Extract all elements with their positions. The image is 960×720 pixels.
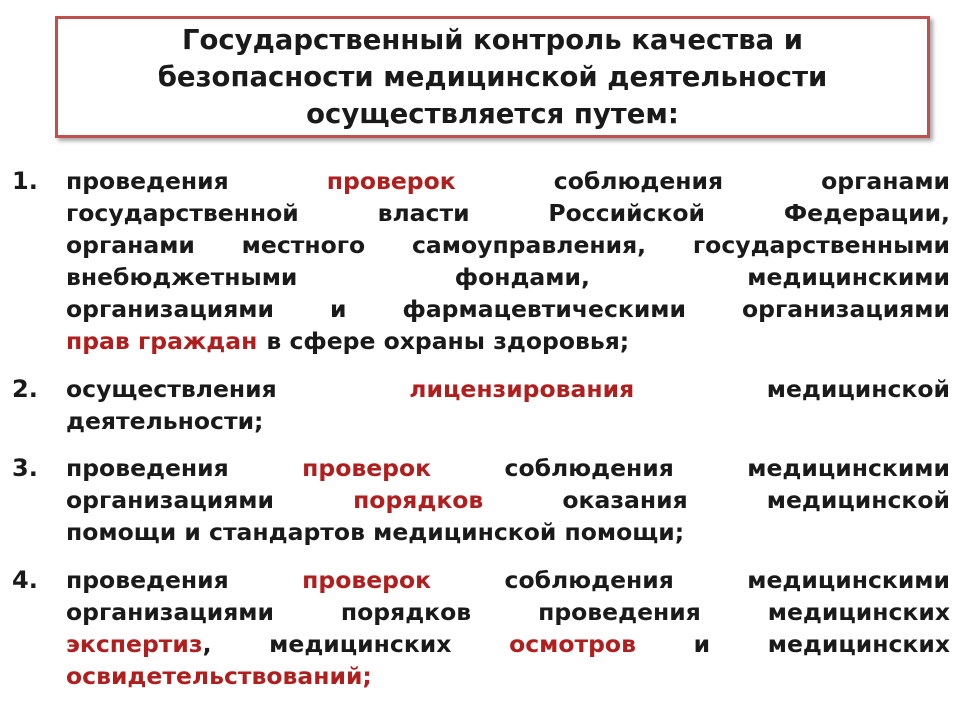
- text-word: организациями: [66, 295, 274, 323]
- text-word: государственными: [692, 231, 950, 259]
- text-word: органами: [821, 167, 950, 195]
- list-item-line: [66, 165, 950, 197]
- list-item-1: [12, 165, 950, 357]
- list-item-line: [66, 293, 950, 325]
- text-word: местного: [241, 231, 366, 259]
- list-item-line: [66, 197, 950, 229]
- highlighted-word: прав граждан: [66, 327, 258, 355]
- text-word: медицинской: [766, 375, 950, 403]
- text-word: Российской: [548, 199, 706, 227]
- text-word: медицинскими: [747, 566, 950, 594]
- list-item-line: [66, 261, 950, 293]
- list-item-line: [66, 325, 950, 357]
- list-item-4: [12, 564, 950, 692]
- title-box: [55, 16, 930, 138]
- text-word: организациями: [66, 486, 274, 514]
- highlighted-word: проверок: [326, 167, 456, 195]
- text-word: медицинских: [767, 630, 950, 658]
- text-word: помощи и стандартов медицинской помощи;: [66, 518, 685, 546]
- text-word: фондами,: [454, 263, 590, 291]
- list-item-number: 1.: [12, 167, 38, 195]
- text-word: осуществления: [66, 375, 277, 403]
- highlighted-word: лицензирования: [409, 375, 635, 403]
- text-word: медицинской: [766, 486, 950, 514]
- text-word: медицинских: [269, 630, 452, 658]
- highlighted-word: порядков: [353, 486, 484, 514]
- text-word: и: [693, 630, 711, 658]
- title-line-1: Государственный контроль качества и: [181, 23, 804, 56]
- highlighted-word: освидетельствований;: [66, 662, 372, 690]
- text-word: порядков: [340, 598, 472, 626]
- comma: ,: [202, 630, 212, 658]
- text-word: Федерации,: [783, 199, 950, 227]
- text-word: проведения: [538, 598, 701, 626]
- text-word: деятельности;: [66, 407, 264, 435]
- list-item-line: [66, 373, 950, 405]
- text-word: самоуправления,: [411, 231, 647, 259]
- list-item-line: [66, 596, 950, 628]
- list-item-line: [66, 484, 950, 516]
- text-word: медицинских: [767, 598, 950, 626]
- list-item-number: 2.: [12, 375, 38, 403]
- text-word: соблюдения: [504, 566, 674, 594]
- highlighted-word: проверок: [302, 454, 432, 482]
- text-word: государственной: [66, 199, 299, 227]
- text-word: фармацевтическими: [402, 295, 686, 323]
- text-word: соблюдения: [553, 167, 724, 195]
- text-word: медицинскими: [747, 263, 950, 291]
- title-line-2: безопасности медицинской деятельности: [157, 60, 828, 93]
- list-item-number: 3.: [12, 454, 38, 482]
- list-item-line: [66, 516, 950, 548]
- list-item-line: [66, 405, 950, 437]
- highlighted-word: осмотров: [509, 630, 636, 658]
- text-word: органами: [66, 231, 195, 259]
- list-item-line: [66, 628, 950, 660]
- list-item-line: [66, 564, 950, 596]
- text-word: соблюдения: [504, 454, 674, 482]
- list-item-number: 4.: [12, 566, 38, 594]
- text-word: проведения: [66, 167, 229, 195]
- text-word-group: [66, 628, 212, 660]
- text-word: в сфере охраны здоровья;: [266, 327, 630, 355]
- text-word: оказания: [562, 486, 688, 514]
- list-item-2: [12, 373, 950, 437]
- highlighted-word: экспертиз: [66, 630, 203, 658]
- text-word: проведения: [66, 566, 229, 594]
- list-item-3: [12, 452, 950, 548]
- text-word: и: [330, 295, 347, 323]
- title-line-3: осуществляется путем:: [306, 97, 679, 130]
- highlighted-word: проверок: [302, 566, 432, 594]
- text-word: внебюджетными: [66, 263, 298, 291]
- text-word: организациями: [742, 295, 950, 323]
- text-word: организациями: [66, 598, 274, 626]
- text-word: медицинскими: [747, 454, 950, 482]
- text-word: власти: [377, 199, 470, 227]
- list-item-line: [66, 452, 950, 484]
- list-item-line: [66, 229, 950, 261]
- list-item-line: [66, 660, 950, 692]
- text-word: проведения: [66, 454, 229, 482]
